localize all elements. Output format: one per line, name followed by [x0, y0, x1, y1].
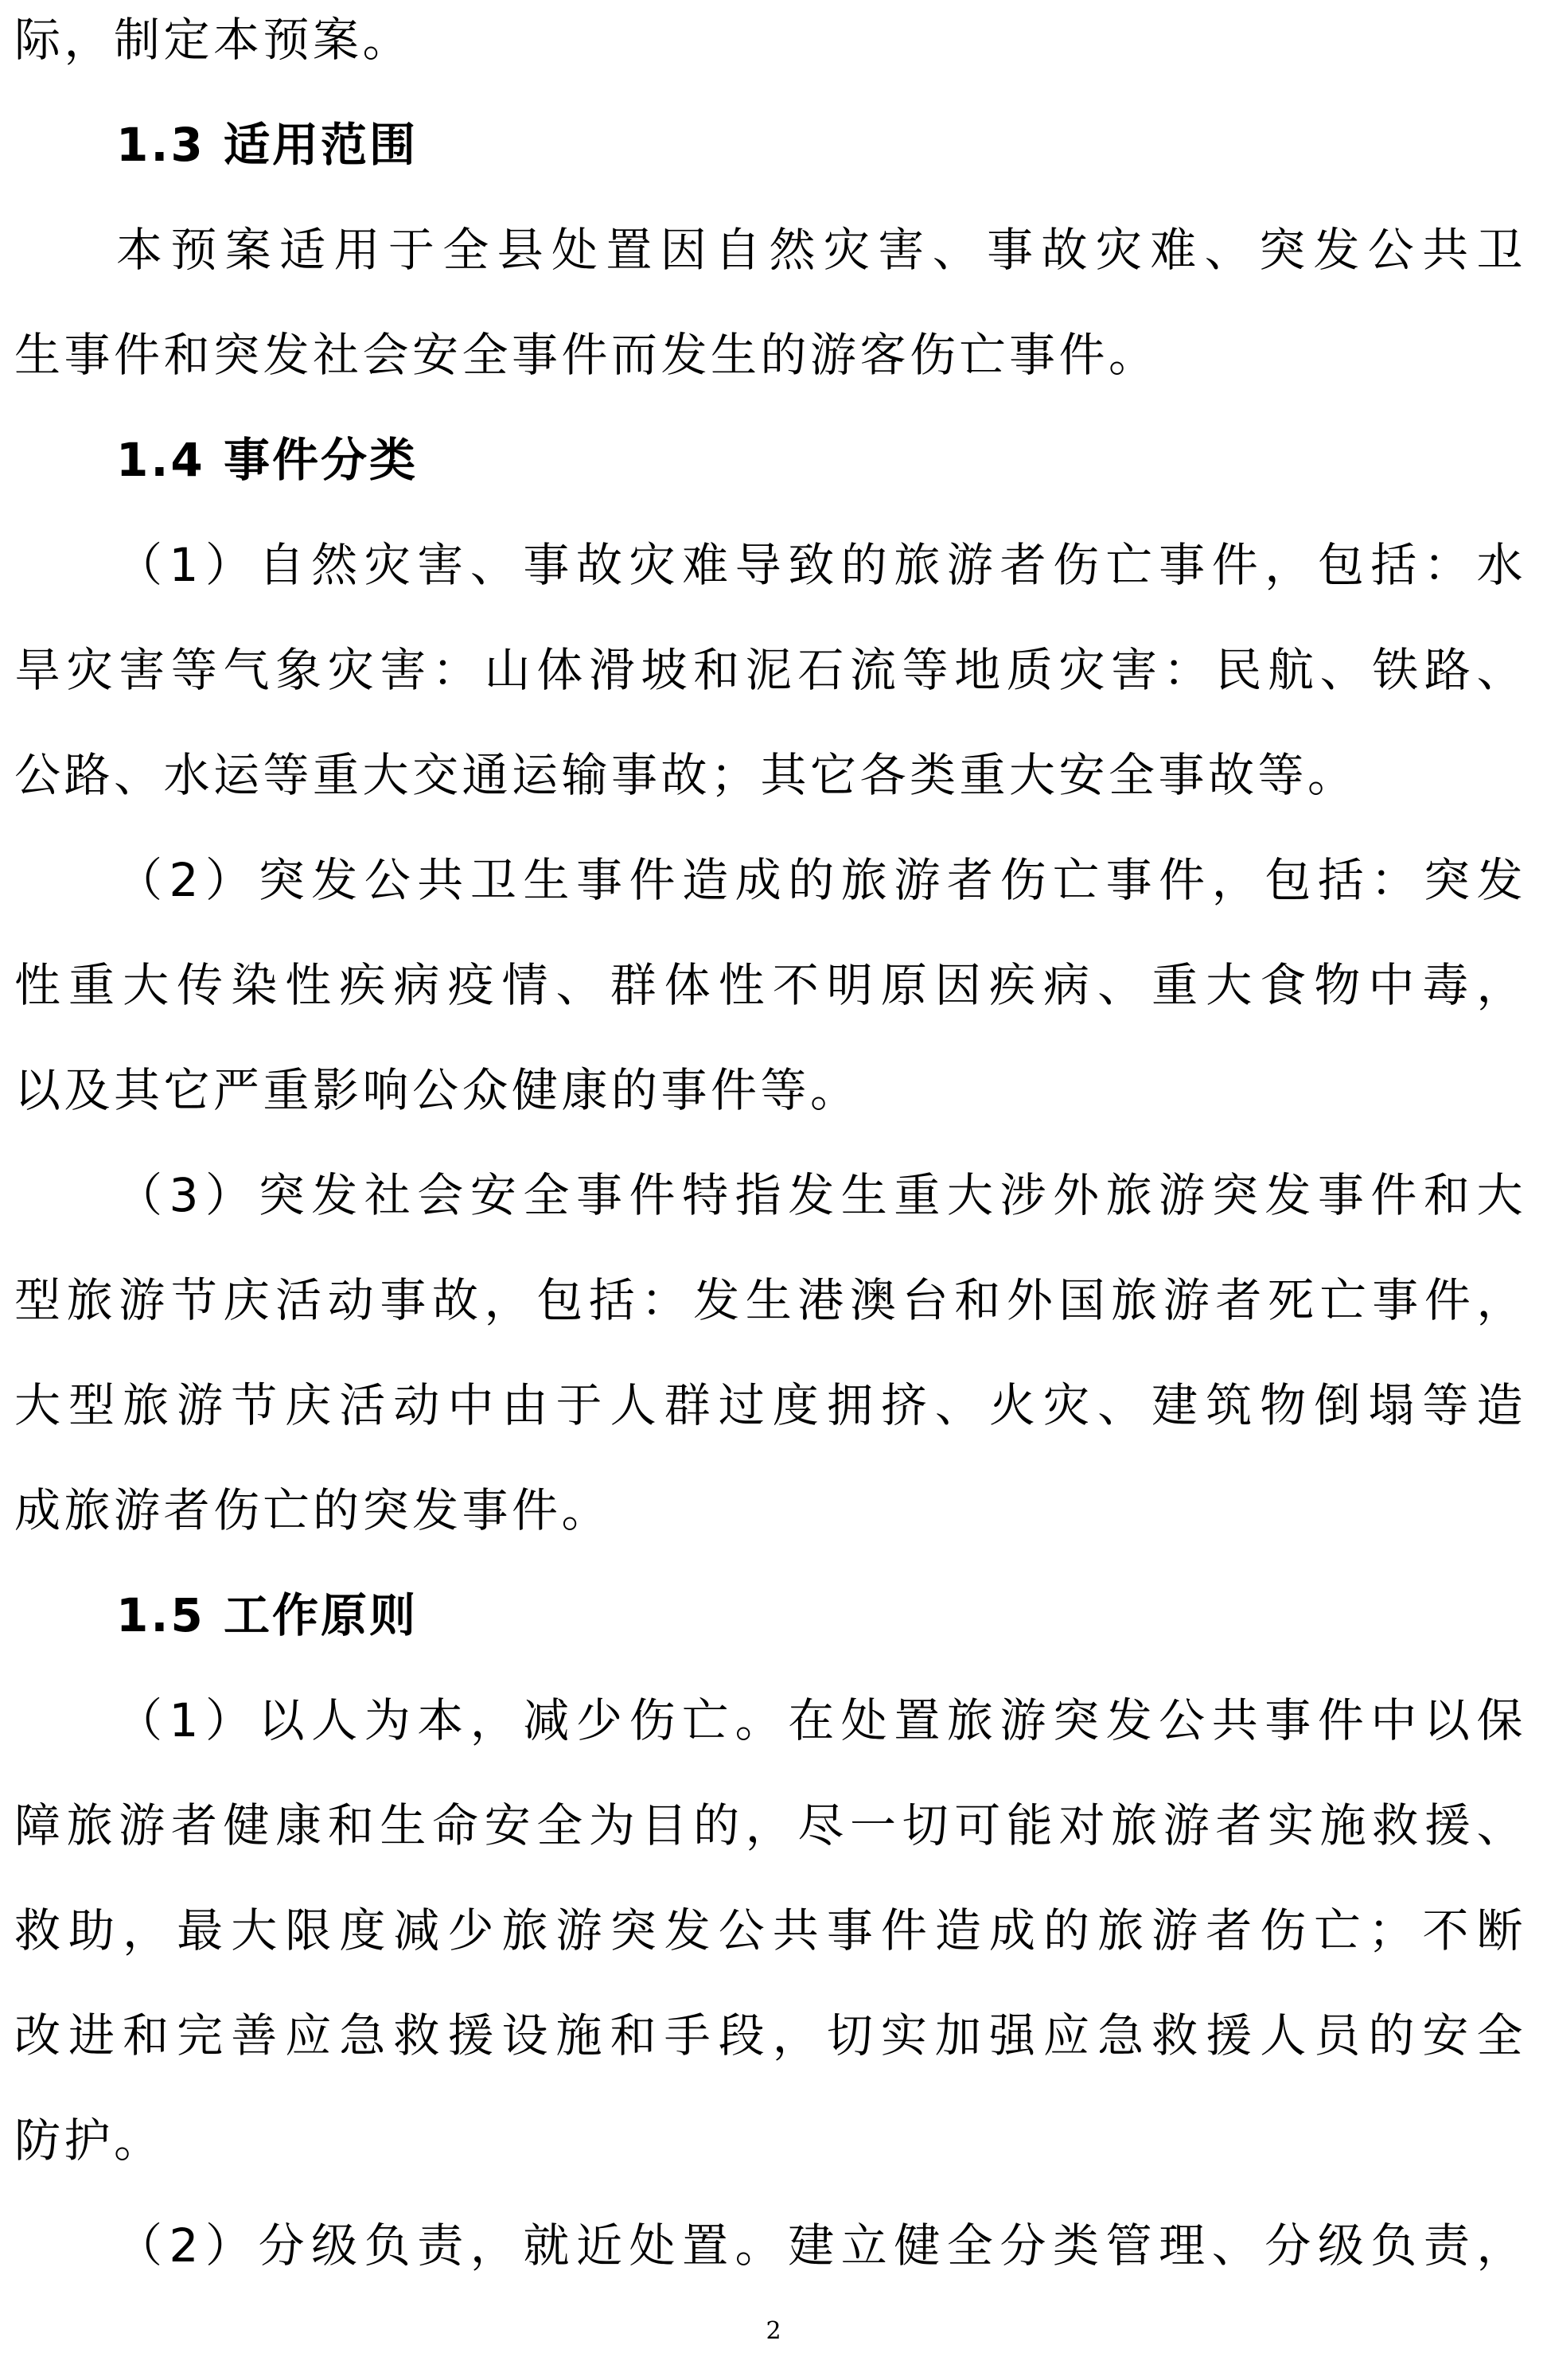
paragraph-line: （2）分级负责，就近处置。建立健全分类管理、分级负责， — [116, 2218, 1526, 2273]
paragraph-line: 旱灾害等气象灾害：山体滑坡和泥石流等地质灾害：民航、铁路、 — [14, 643, 1526, 697]
paragraph-line: （1）以人为本，减少伤亡。在处置旅游突发公共事件中以保 — [116, 1693, 1526, 1747]
paragraph-line: 本预案适用于全县处置因自然灾害、事故灾难、突发公共卫 — [116, 223, 1526, 277]
paragraph-line: （2）突发公共卫生事件造成的旅游者伤亡事件，包括：突发 — [116, 853, 1526, 907]
paragraph-line: 改进和完善应急救援设施和手段，切实加强应急救援人员的安全 — [14, 2008, 1526, 2063]
paragraph-line: （3）突发社会安全事件特指发生重大涉外旅游突发事件和大 — [116, 1168, 1526, 1222]
paragraph-line: 防护。 — [14, 2113, 164, 2168]
paragraph-line: 大型旅游节庆活动中由于人群过度拥挤、火灾、建筑物倒塌等造 — [14, 1378, 1526, 1432]
paragraph-line: （1）自然灾害、事故灾难导致的旅游者伤亡事件，包括：水 — [116, 538, 1526, 592]
paragraph-line: 际，制定本预案。 — [14, 13, 413, 67]
paragraph-line: 以及其它严重影响公众健康的事件等。 — [14, 1063, 860, 1117]
section-heading-1-4: 1.4 事件分类 — [116, 433, 418, 487]
paragraph-line: 性重大传染性疾病疫情、群体性不明原因疾病、重大食物中毒， — [14, 958, 1526, 1012]
paragraph-line: 公路、水运等重大交通运输事故；其它各类重大安全事故等。 — [14, 748, 1358, 802]
section-heading-1-3: 1.3 适用范围 — [116, 118, 418, 172]
paragraph-line: 型旅游节庆活动事故，包括：发生港澳台和外国旅游者死亡事件， — [14, 1273, 1526, 1327]
paragraph-line: 障旅游者健康和生命安全为目的，尽一切可能对旅游者实施救援、 — [14, 1798, 1526, 1852]
paragraph-line: 救助，最大限度减少旅游突发公共事件造成的旅游者伤亡；不断 — [14, 1903, 1526, 1957]
paragraph-line: 成旅游者伤亡的突发事件。 — [14, 1483, 612, 1537]
section-heading-1-5: 1.5 工作原则 — [116, 1588, 418, 1642]
paragraph-line: 生事件和突发社会安全事件而发生的游客伤亡事件。 — [14, 328, 1159, 382]
page-number: 2 — [766, 2317, 781, 2345]
